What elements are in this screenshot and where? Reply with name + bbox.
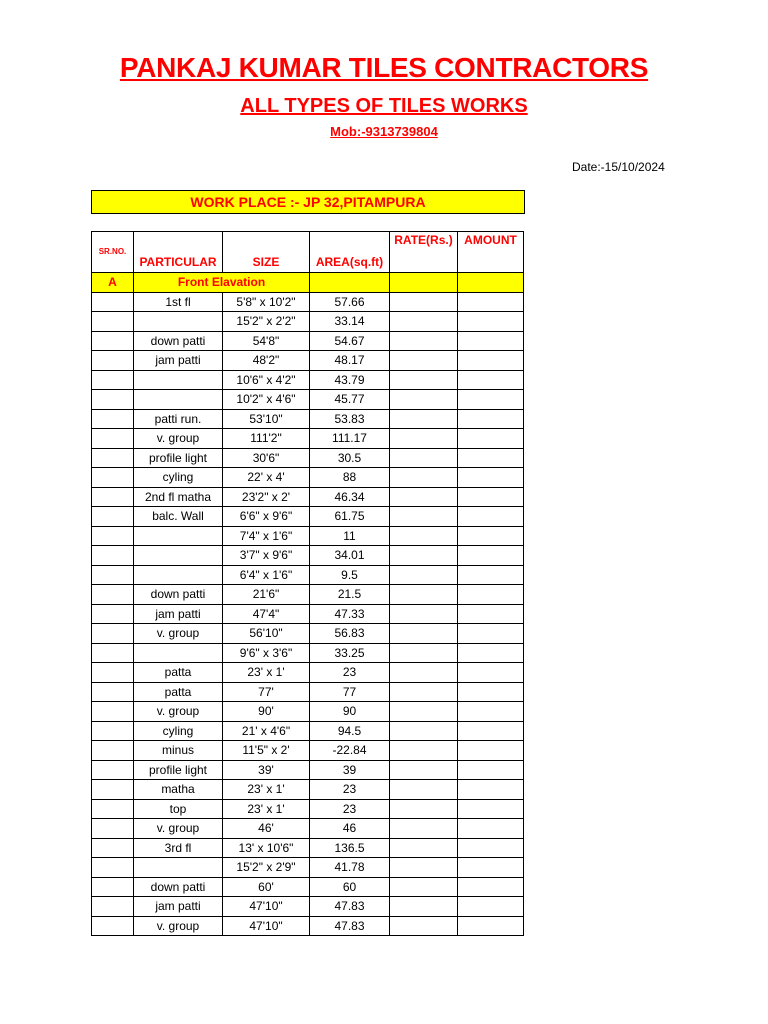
amount-cell	[458, 741, 524, 761]
particular-cell: jam patti	[134, 604, 223, 624]
amount-cell	[458, 546, 524, 566]
srno-cell	[92, 487, 134, 507]
amount-cell	[458, 526, 524, 546]
particular-cell: v. group	[134, 624, 223, 644]
size-cell: 53'10"	[223, 409, 310, 429]
size-cell: 11'5" x 2'	[223, 741, 310, 761]
srno-cell	[92, 721, 134, 741]
size-cell: 6'6" x 9'6"	[223, 507, 310, 527]
size-cell: 39'	[223, 760, 310, 780]
size-cell: 15'2" x 2'9"	[223, 858, 310, 878]
header-size: SIZE	[223, 232, 310, 273]
particular-cell: patti run.	[134, 409, 223, 429]
area-cell: 54.67	[310, 331, 390, 351]
table-body	[92, 232, 524, 936]
srno-cell	[92, 390, 134, 410]
area-cell: 57.66	[310, 292, 390, 312]
particular-cell: 2nd fl matha	[134, 487, 223, 507]
table-row	[92, 916, 524, 936]
srno-cell	[92, 858, 134, 878]
header-srno: SR.NO.	[92, 232, 134, 273]
area-cell: 46.34	[310, 487, 390, 507]
table-row	[92, 643, 524, 663]
rate-cell	[390, 877, 458, 897]
rate-cell	[390, 624, 458, 644]
srno-cell	[92, 916, 134, 936]
srno-cell	[92, 643, 134, 663]
table-row	[92, 585, 524, 605]
particular-cell: jam patti	[134, 897, 223, 917]
particular-cell	[134, 565, 223, 585]
rate-cell	[390, 702, 458, 722]
size-cell: 10'6" x 4'2"	[223, 370, 310, 390]
srno-cell	[92, 370, 134, 390]
size-cell: 23' x 1'	[223, 799, 310, 819]
amount-cell	[458, 292, 524, 312]
table-row	[92, 780, 524, 800]
size-cell: 46'	[223, 819, 310, 839]
measurement-table	[91, 231, 524, 936]
amount-cell	[458, 487, 524, 507]
srno-cell	[92, 682, 134, 702]
rate-cell	[390, 565, 458, 585]
srno-cell	[92, 663, 134, 683]
table-row	[92, 858, 524, 878]
size-cell: 23' x 1'	[223, 663, 310, 683]
area-cell: 11	[310, 526, 390, 546]
particular-cell	[134, 370, 223, 390]
srno-cell	[92, 331, 134, 351]
amount-cell	[458, 897, 524, 917]
amount-cell	[458, 468, 524, 488]
size-cell: 77'	[223, 682, 310, 702]
table-header-row	[92, 232, 524, 273]
srno-cell	[92, 292, 134, 312]
section-rate-cell	[390, 273, 458, 293]
rate-cell	[390, 604, 458, 624]
amount-cell	[458, 331, 524, 351]
particular-cell: 1st fl	[134, 292, 223, 312]
amount-cell	[458, 721, 524, 741]
size-cell: 5'8" x 10'2"	[223, 292, 310, 312]
area-cell: 90	[310, 702, 390, 722]
area-cell: 41.78	[310, 858, 390, 878]
table-row	[92, 799, 524, 819]
particular-cell: v. group	[134, 916, 223, 936]
amount-cell	[458, 643, 524, 663]
rate-cell	[390, 585, 458, 605]
particular-cell: top	[134, 799, 223, 819]
work-place-banner: WORK PLACE :- JP 32,PITAMPURA	[91, 190, 525, 214]
rate-cell	[390, 526, 458, 546]
srno-cell	[92, 468, 134, 488]
rate-cell	[390, 663, 458, 683]
size-cell: 56'10"	[223, 624, 310, 644]
table-row	[92, 487, 524, 507]
srno-cell	[92, 604, 134, 624]
rate-cell	[390, 409, 458, 429]
area-cell: 47.33	[310, 604, 390, 624]
rate-cell	[390, 429, 458, 449]
area-cell: 23	[310, 799, 390, 819]
size-cell: 23' x 1'	[223, 780, 310, 800]
rate-cell	[390, 643, 458, 663]
size-cell: 90'	[223, 702, 310, 722]
area-cell: 34.01	[310, 546, 390, 566]
amount-cell	[458, 624, 524, 644]
rate-cell	[390, 292, 458, 312]
area-cell: 47.83	[310, 897, 390, 917]
particular-cell: balc. Wall	[134, 507, 223, 527]
amount-cell	[458, 819, 524, 839]
particular-cell: minus	[134, 741, 223, 761]
size-cell: 22' x 4'	[223, 468, 310, 488]
table-row	[92, 624, 524, 644]
rate-cell	[390, 682, 458, 702]
document-date: Date:-15/10/2024	[572, 160, 665, 174]
amount-cell	[458, 799, 524, 819]
srno-cell	[92, 760, 134, 780]
table-row	[92, 331, 524, 351]
srno-cell	[92, 312, 134, 332]
table-row	[92, 429, 524, 449]
srno-cell	[92, 741, 134, 761]
rate-cell	[390, 351, 458, 371]
table-row	[92, 370, 524, 390]
particular-cell: patta	[134, 663, 223, 683]
header-rate: RATE(Rs.)	[390, 232, 458, 273]
amount-cell	[458, 663, 524, 683]
amount-cell	[458, 838, 524, 858]
area-cell: 94.5	[310, 721, 390, 741]
area-cell: 21.5	[310, 585, 390, 605]
amount-cell	[458, 760, 524, 780]
section-row	[92, 273, 524, 293]
srno-cell	[92, 819, 134, 839]
rate-cell	[390, 448, 458, 468]
size-cell: 21'6"	[223, 585, 310, 605]
size-cell: 47'10"	[223, 916, 310, 936]
amount-cell	[458, 916, 524, 936]
particular-cell: patta	[134, 682, 223, 702]
rate-cell	[390, 838, 458, 858]
rate-cell	[390, 897, 458, 917]
header-amount: AMOUNT	[458, 232, 524, 273]
rate-cell	[390, 721, 458, 741]
size-cell: 10'2" x 4'6"	[223, 390, 310, 410]
rate-cell	[390, 819, 458, 839]
rate-cell	[390, 390, 458, 410]
size-cell: 23'2" x 2'	[223, 487, 310, 507]
size-cell: 111'2"	[223, 429, 310, 449]
table-row	[92, 409, 524, 429]
mobile-number: Mob:-9313739804	[330, 124, 438, 139]
table-row	[92, 682, 524, 702]
amount-cell	[458, 390, 524, 410]
table-row	[92, 507, 524, 527]
amount-cell	[458, 702, 524, 722]
section-label: Front Elavation	[134, 273, 310, 293]
amount-cell	[458, 448, 524, 468]
particular-cell	[134, 312, 223, 332]
size-cell: 3'7" x 9'6"	[223, 546, 310, 566]
particular-cell: jam patti	[134, 351, 223, 371]
area-cell: 60	[310, 877, 390, 897]
rate-cell	[390, 546, 458, 566]
amount-cell	[458, 682, 524, 702]
rate-cell	[390, 312, 458, 332]
area-cell: 30.5	[310, 448, 390, 468]
amount-cell	[458, 780, 524, 800]
rate-cell	[390, 916, 458, 936]
srno-cell	[92, 780, 134, 800]
table-row	[92, 526, 524, 546]
table-row	[92, 565, 524, 585]
particular-cell: v. group	[134, 702, 223, 722]
particular-cell: down patti	[134, 331, 223, 351]
size-cell: 13' x 10'6"	[223, 838, 310, 858]
header-particular: PARTICULAR	[134, 232, 223, 273]
table-row	[92, 448, 524, 468]
table-row	[92, 468, 524, 488]
srno-cell	[92, 448, 134, 468]
area-cell: 43.79	[310, 370, 390, 390]
amount-cell	[458, 877, 524, 897]
srno-cell	[92, 409, 134, 429]
particular-cell	[134, 526, 223, 546]
amount-cell	[458, 409, 524, 429]
table-row	[92, 292, 524, 312]
size-cell: 15'2" x 2'2"	[223, 312, 310, 332]
table-row	[92, 838, 524, 858]
area-cell: -22.84	[310, 741, 390, 761]
area-cell: 136.5	[310, 838, 390, 858]
srno-cell	[92, 546, 134, 566]
company-subtitle: ALL TYPES OF TILES WORKS	[240, 95, 528, 117]
rate-cell	[390, 507, 458, 527]
rate-cell	[390, 370, 458, 390]
table-row	[92, 663, 524, 683]
area-cell: 23	[310, 663, 390, 683]
particular-cell	[134, 643, 223, 663]
rate-cell	[390, 858, 458, 878]
particular-cell	[134, 858, 223, 878]
size-cell: 47'4"	[223, 604, 310, 624]
particular-cell: cyling	[134, 721, 223, 741]
area-cell: 9.5	[310, 565, 390, 585]
amount-cell	[458, 858, 524, 878]
section-amount-cell	[458, 273, 524, 293]
area-cell: 53.83	[310, 409, 390, 429]
table-row	[92, 819, 524, 839]
area-cell: 77	[310, 682, 390, 702]
area-cell: 23	[310, 780, 390, 800]
area-cell: 45.77	[310, 390, 390, 410]
srno-cell	[92, 624, 134, 644]
srno-cell	[92, 565, 134, 585]
table-row	[92, 721, 524, 741]
particular-cell: v. group	[134, 429, 223, 449]
srno-cell	[92, 838, 134, 858]
amount-cell	[458, 312, 524, 332]
rate-cell	[390, 468, 458, 488]
srno-cell	[92, 429, 134, 449]
area-cell: 88	[310, 468, 390, 488]
srno-cell	[92, 351, 134, 371]
size-cell: 9'6" x 3'6"	[223, 643, 310, 663]
section-area-cell	[310, 273, 390, 293]
amount-cell	[458, 585, 524, 605]
size-cell: 7'4" x 1'6"	[223, 526, 310, 546]
size-cell: 21' x 4'6"	[223, 721, 310, 741]
area-cell: 61.75	[310, 507, 390, 527]
rate-cell	[390, 799, 458, 819]
amount-cell	[458, 351, 524, 371]
particular-cell: profile light	[134, 760, 223, 780]
area-cell: 111.17	[310, 429, 390, 449]
section-srno: A	[92, 273, 134, 293]
rate-cell	[390, 741, 458, 761]
table-row	[92, 351, 524, 371]
srno-cell	[92, 897, 134, 917]
amount-cell	[458, 604, 524, 624]
header-area: AREA(sq.ft)	[310, 232, 390, 273]
particular-cell: matha	[134, 780, 223, 800]
srno-cell	[92, 877, 134, 897]
table-row	[92, 702, 524, 722]
srno-cell	[92, 526, 134, 546]
size-cell: 30'6"	[223, 448, 310, 468]
srno-cell	[92, 585, 134, 605]
size-cell: 6'4" x 1'6"	[223, 565, 310, 585]
table-row	[92, 741, 524, 761]
particular-cell: 3rd fl	[134, 838, 223, 858]
particular-cell: down patti	[134, 877, 223, 897]
srno-cell	[92, 702, 134, 722]
area-cell: 47.83	[310, 916, 390, 936]
rate-cell	[390, 487, 458, 507]
particular-cell: profile light	[134, 448, 223, 468]
amount-cell	[458, 429, 524, 449]
table-row	[92, 312, 524, 332]
particular-cell: down patti	[134, 585, 223, 605]
table-row	[92, 546, 524, 566]
particular-cell: cyling	[134, 468, 223, 488]
rate-cell	[390, 760, 458, 780]
srno-cell	[92, 507, 134, 527]
amount-cell	[458, 370, 524, 390]
srno-cell	[92, 799, 134, 819]
size-cell: 48'2"	[223, 351, 310, 371]
table-row	[92, 604, 524, 624]
table-row	[92, 390, 524, 410]
area-cell: 56.83	[310, 624, 390, 644]
size-cell: 47'10"	[223, 897, 310, 917]
area-cell: 33.25	[310, 643, 390, 663]
table-row	[92, 760, 524, 780]
size-cell: 60'	[223, 877, 310, 897]
rate-cell	[390, 331, 458, 351]
amount-cell	[458, 507, 524, 527]
area-cell: 33.14	[310, 312, 390, 332]
particular-cell	[134, 546, 223, 566]
area-cell: 46	[310, 819, 390, 839]
table-row	[92, 877, 524, 897]
table-row	[92, 897, 524, 917]
area-cell: 48.17	[310, 351, 390, 371]
amount-cell	[458, 565, 524, 585]
particular-cell: v. group	[134, 819, 223, 839]
particular-cell	[134, 390, 223, 410]
size-cell: 54'8"	[223, 331, 310, 351]
rate-cell	[390, 780, 458, 800]
company-title: PANKAJ KUMAR TILES CONTRACTORS	[119, 52, 649, 83]
area-cell: 39	[310, 760, 390, 780]
